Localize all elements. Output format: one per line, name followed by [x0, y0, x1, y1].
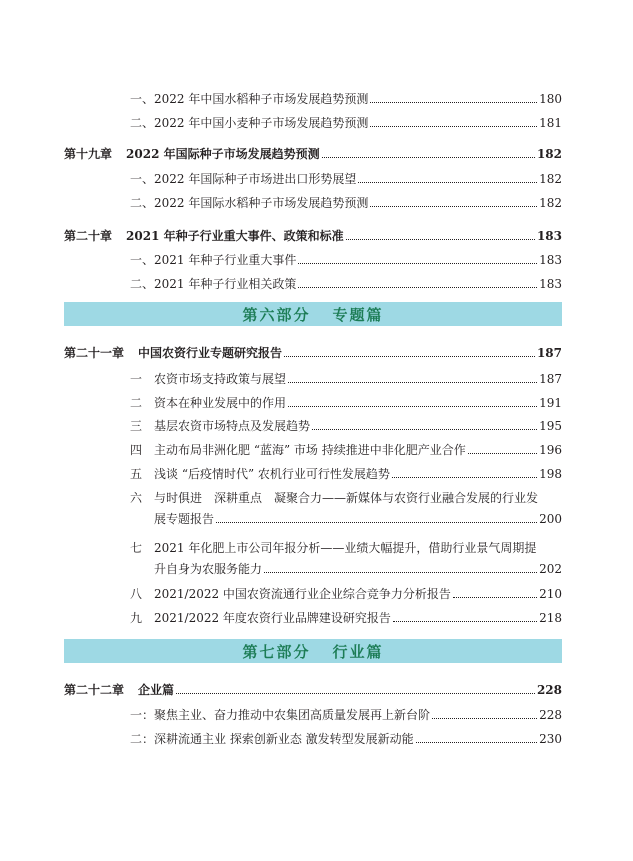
leader-dots — [370, 102, 537, 103]
chapter-number: 第二十二章 — [64, 683, 125, 697]
part-number: 第六部分 — [242, 305, 311, 324]
toc-entry[interactable] — [130, 396, 562, 410]
toc-entry-label: 二、2021 年种子行业相关政策 — [130, 277, 297, 291]
toc-page-number: 182 — [539, 172, 562, 186]
leader-dots — [312, 429, 537, 430]
entry-number: 四 — [130, 443, 143, 457]
toc-entry[interactable] — [130, 443, 562, 457]
toc-entry-label: 主动布局非洲化肥 “蓝海” 市场 持续推进中非化肥产业合作 — [154, 443, 466, 457]
leader-dots — [416, 742, 537, 743]
toc-page-number: 210 — [539, 587, 562, 601]
toc-entry[interactable] — [130, 116, 562, 130]
toc-entry-multiline[interactable] — [130, 491, 562, 526]
toc-entry[interactable] — [130, 253, 562, 267]
leader-dots — [468, 453, 537, 454]
entry-number: 三 — [130, 419, 143, 433]
toc-page-number: 228 — [539, 708, 562, 722]
leader-dots — [322, 157, 535, 158]
part-banner-6 — [64, 302, 562, 326]
toc-page-number: 181 — [539, 116, 562, 130]
toc-entry-label-line1: 2021 年化肥上市公司年报分析——业绩大幅提升，借助行业景气周期提 — [154, 541, 537, 555]
toc-entry[interactable] — [130, 196, 562, 210]
toc-entry-label: 一、2022 年中国水稻种子市场发展趋势预测 — [130, 92, 369, 106]
toc-page-number: 228 — [536, 683, 562, 697]
chapter-title: 企业篇 — [138, 683, 175, 697]
toc-entry[interactable] — [130, 92, 562, 106]
toc-entry[interactable] — [130, 372, 562, 386]
leader-dots — [432, 718, 537, 719]
toc-page-number: 230 — [539, 732, 562, 746]
toc-entry-label: 农资市场支持政策与展望 — [154, 372, 287, 386]
toc-page-number: 183 — [536, 229, 562, 243]
leader-dots — [288, 406, 537, 407]
toc-entry[interactable] — [130, 467, 562, 481]
toc-page-number: 183 — [539, 277, 562, 291]
toc-entry-label-line1: 与时俱进 深耕重点 凝聚合力——新媒体与农资行业融合发展的行业发 — [154, 491, 539, 505]
toc-entry[interactable] — [130, 277, 562, 291]
toc-entry-label: 一、2022 年国际种子市场进出口形势展望 — [130, 172, 357, 186]
leader-dots — [284, 356, 535, 357]
toc-page-number: 182 — [536, 147, 562, 161]
leader-dots — [216, 522, 537, 523]
toc-entry[interactable] — [130, 419, 562, 433]
toc-chapter-21[interactable] — [64, 346, 562, 360]
toc-entry-label: 2021/2022 中国农资流通行业企业综合竞争力分析报告 — [154, 587, 451, 601]
toc-entry-multiline[interactable] — [130, 541, 562, 576]
toc-entry[interactable] — [130, 611, 562, 625]
leader-dots — [298, 263, 537, 264]
entry-number: 一 — [130, 372, 143, 386]
entry-number: 六 — [130, 491, 143, 505]
leader-dots — [346, 239, 535, 240]
leader-dots — [176, 693, 535, 694]
toc-entry[interactable] — [130, 708, 562, 722]
toc-entry-label: 一、2021 年种子行业重大事件 — [130, 253, 297, 267]
toc-page-number: 187 — [539, 372, 562, 386]
entry-number: 五 — [130, 467, 143, 481]
part-name: 行业篇 — [332, 642, 384, 661]
toc-entry[interactable] — [130, 172, 562, 186]
toc-chapter-22[interactable] — [64, 683, 562, 697]
toc-entry-label: 2021/2022 年度农资行业品牌建设研究报告 — [154, 611, 391, 625]
toc-page-number: 200 — [539, 512, 562, 526]
toc-entry-label: 资本在种业发展中的作用 — [154, 396, 287, 410]
toc-entry[interactable] — [130, 587, 562, 601]
chapter-title: 2022 年国际种子市场发展趋势预测 — [126, 147, 320, 161]
leader-dots — [264, 572, 537, 573]
toc-entry-label: 二、2022 年中国小麦种子市场发展趋势预测 — [130, 116, 369, 130]
leader-dots — [392, 477, 537, 478]
leader-dots — [370, 206, 537, 207]
toc-entry[interactable] — [130, 732, 562, 746]
toc-page-number: 195 — [539, 419, 562, 433]
entry-number: 七 — [130, 541, 143, 555]
toc-entry-label: 二：深耕流通主业 探索创新业态 激发转型发展新动能 — [130, 732, 414, 746]
entry-number: 二 — [130, 396, 143, 410]
toc-entry-label-line2: 升自身为农服务能力 — [154, 562, 263, 576]
leader-dots — [370, 126, 537, 127]
part-banner-7 — [64, 639, 562, 663]
leader-dots — [288, 382, 537, 383]
chapter-number: 第二十章 — [64, 229, 113, 243]
part-number: 第七部分 — [242, 642, 311, 661]
toc-chapter-20[interactable] — [64, 229, 562, 243]
chapter-title: 中国农资行业专题研究报告 — [138, 346, 283, 360]
toc-page-number: 187 — [536, 346, 562, 360]
chapter-number: 第二十一章 — [64, 346, 125, 360]
toc-entry-label-line2: 展专题报告 — [154, 512, 215, 526]
toc-page-number: 198 — [539, 467, 562, 481]
toc-page-number: 182 — [539, 196, 562, 210]
toc-page-number: 180 — [539, 92, 562, 106]
toc-page-number: 218 — [539, 611, 562, 625]
toc-chapter-19[interactable] — [64, 147, 562, 161]
toc-page-number: 202 — [539, 562, 562, 576]
toc-page-number: 183 — [539, 253, 562, 267]
chapter-title: 2021 年种子行业重大事件、政策和标准 — [126, 229, 344, 243]
leader-dots — [393, 621, 537, 622]
part-name: 专题篇 — [332, 305, 384, 324]
leader-dots — [358, 182, 537, 183]
toc-entry-label: 二、2022 年国际水稻种子市场发展趋势预测 — [130, 196, 369, 210]
chapter-number: 第十九章 — [64, 147, 113, 161]
toc-entry-label: 基层农资市场特点及发展趋势 — [154, 419, 311, 433]
leader-dots — [298, 287, 537, 288]
entry-number: 九 — [130, 611, 143, 625]
toc-page-number: 191 — [539, 396, 562, 410]
toc-entry-label: 浅谈 “后疫情时代” 农机行业可行性发展趋势 — [154, 467, 390, 481]
entry-number: 八 — [130, 587, 143, 601]
toc-entry-label: 一：聚焦主业、奋力推动中农集团高质量发展再上新台阶 — [130, 708, 431, 722]
toc-page-number: 196 — [539, 443, 562, 457]
leader-dots — [453, 597, 537, 598]
